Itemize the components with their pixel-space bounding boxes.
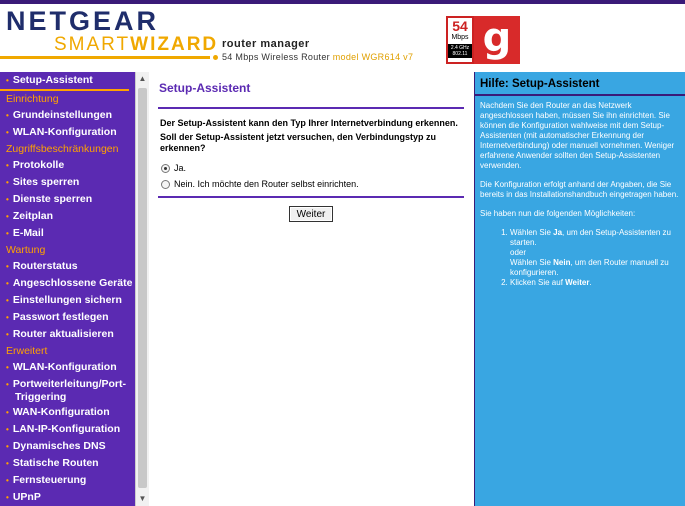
badge-speed-unit: Mbps [451, 34, 469, 41]
sidebar-item-zeitplan[interactable] [0, 208, 135, 225]
router-subtitle [222, 52, 413, 62]
sidebar-item-passwort-festlegen[interactable] [0, 309, 135, 326]
sidebar-item-routerstatus[interactable] [0, 258, 135, 275]
help-step-1b-post: , um den Router manuell zu konfigurieren. [510, 258, 669, 277]
help-steps [480, 228, 682, 288]
bullet-icon: • [6, 195, 9, 204]
wireless-g-badge [446, 16, 520, 64]
sidebar-item-setup-assistent[interactable] [0, 72, 129, 91]
sidebar-item-einstellungen-sichern[interactable] [0, 292, 135, 309]
help-panel [474, 72, 685, 506]
sidebar-item-label[interactable]: Dienste sperren [12, 193, 93, 205]
sidebar-item-protokolle[interactable] [0, 157, 135, 174]
option-no-label[interactable]: Nein. Ich möchte den Router selbst einrichten. [174, 179, 359, 189]
scroll-up-arrow-icon[interactable]: ▲ [138, 74, 147, 83]
badge-frequency: 2.4 GHz 802.11 [448, 44, 472, 58]
next-button[interactable]: Weiter [289, 206, 333, 222]
sidebar-item-angeschlossene-geräte[interactable] [0, 275, 135, 292]
bullet-icon: • [6, 442, 9, 451]
sidebar-item-dynamisches-dns[interactable] [0, 438, 135, 455]
sidebar-item-label[interactable]: Portweiterleitung/Port-Triggering [12, 378, 126, 403]
sidebar-item-label[interactable]: E-Mail [12, 227, 44, 239]
sidebar-section-header: Wartung [6, 244, 46, 256]
sidebar-item-label[interactable]: LAN-IP-Konfiguration [12, 423, 121, 435]
help-step-1-pre: Wählen Sie [510, 228, 554, 237]
sidebar-item-label[interactable]: Grundeinstellungen [12, 109, 112, 121]
sidebar-item-portweiterleitung-port-triggering[interactable] [0, 376, 135, 404]
sidebar-item-wlan-konfiguration[interactable] [0, 124, 135, 141]
option-yes-row[interactable] [161, 163, 186, 173]
sidebar-item-label[interactable]: Routerstatus [12, 260, 78, 272]
sidebar-item-fernsteuerung[interactable] [0, 472, 135, 489]
sidebar-item-label[interactable]: Angeschlossene Geräte [12, 277, 133, 289]
sidebar-item-label[interactable]: Router aktualisieren [12, 328, 114, 340]
question-text: Soll der Setup-Assistent jetzt versuchen, den Verbindungstyp zu erkennen? [160, 132, 437, 153]
help-step-1-bold: Ja [553, 228, 563, 237]
badge-speed [446, 16, 474, 64]
sidebar-item-wan-konfiguration[interactable] [0, 404, 135, 421]
sidebar-item-dienste-sperren[interactable] [0, 191, 135, 208]
help-step-2-post: . [589, 278, 592, 287]
bullet-icon: • [6, 229, 9, 238]
bullet-icon: • [6, 425, 9, 434]
sidebar-item-label[interactable]: Einstellungen sichern [12, 294, 122, 306]
help-step-1b-bold: Nein [553, 258, 571, 267]
bullet-icon: • [6, 459, 9, 468]
radio-no[interactable] [161, 180, 170, 189]
help-step-2 [510, 278, 682, 288]
bullet-icon: • [6, 408, 9, 417]
sidebar-nav [0, 72, 135, 506]
bullet-icon: • [6, 476, 9, 485]
bullet-icon: • [6, 330, 9, 339]
bullet-icon: • [6, 493, 9, 502]
help-step-2-bold: Weiter [565, 278, 590, 287]
smartwizard-logo [54, 34, 218, 56]
help-paragraph-1: Nachdem Sie den Router an das Netzwerk angeschlossen haben, müssen Sie ihn einrichten. Sie können die Konfiguration wahlweise mit dem Setup-Assistenten (mit automatischer Erkennung der Internetverbindung) oder manuell vornehmen. Weniger erfahrene Anwender sollten den Setup-Assistenten verwenden. [480, 101, 675, 170]
router-manager-title: router manager [222, 38, 310, 50]
intro-text: Der Setup-Assistent kann den Typ Ihrer Internetverbindung erkennen. [160, 118, 458, 128]
sidebar-item-label[interactable]: Setup-Assistent [12, 74, 93, 86]
subtitle-product: 54 Mbps Wireless Router [222, 52, 330, 62]
netgear-logo: NETGEAR [6, 6, 160, 36]
bullet-icon: • [6, 313, 9, 322]
sidebar-section-header: Erweitert [6, 345, 48, 357]
bullet-icon: • [6, 363, 9, 372]
bullet-icon: • [6, 111, 9, 120]
sidebar-item-grundeinstellungen[interactable] [0, 107, 135, 124]
option-no-row[interactable] [161, 179, 359, 189]
bullet-icon: • [6, 128, 9, 137]
logo-underline [0, 56, 210, 59]
sidebar-item-sites-sperren[interactable] [0, 174, 135, 191]
sidebar-item-label[interactable]: Zeitplan [12, 210, 54, 222]
header [0, 0, 685, 72]
sidebar-item-label[interactable]: Statische Routen [12, 457, 99, 469]
help-step-1b-pre: Wählen Sie [510, 258, 554, 267]
sidebar-item-wlan-konfiguration[interactable] [0, 359, 135, 376]
help-paragraph-3: Sie haben nun die folgenden Möglichkeiten: [480, 209, 636, 218]
radio-yes[interactable] [161, 164, 170, 173]
sidebar-item-label[interactable]: WLAN-Konfiguration [12, 361, 117, 373]
title-divider [158, 107, 464, 109]
sidebar-item-label[interactable]: Passwort festlegen [12, 311, 109, 323]
bullet-icon: • [6, 161, 9, 170]
sidebar-item-label[interactable]: WAN-Konfiguration [12, 406, 110, 418]
help-title: Hilfe: Setup-Assistent [480, 78, 600, 90]
logo-wizard-text: WIZARD [130, 34, 219, 55]
sidebar-item-label[interactable]: Dynamisches DNS [12, 440, 106, 452]
help-body [480, 101, 682, 288]
scrollbar-thumb[interactable] [138, 88, 147, 488]
page-title: Setup-Assistent [159, 81, 251, 95]
scroll-down-arrow-icon[interactable]: ▼ [138, 494, 147, 503]
sidebar-item-router-aktualisieren[interactable] [0, 326, 135, 343]
sidebar-item-statische-routen[interactable] [0, 455, 135, 472]
logo-smart-text: SMART [54, 34, 131, 55]
badge-g-letter: g [474, 16, 520, 64]
help-step-1-post: , um den Setup-Assistenten zu starten. [510, 228, 671, 247]
sidebar-item-label[interactable]: UPnP [12, 491, 41, 503]
sidebar-item-upnp[interactable] [0, 489, 135, 506]
sidebar-item-label[interactable]: Sites sperren [12, 176, 80, 188]
bullet-icon: • [6, 380, 9, 389]
bullet-icon: • [6, 279, 9, 288]
main-content [150, 72, 474, 506]
bullet-icon: • [6, 178, 9, 187]
sidebar-item-lan-ip-konfiguration[interactable] [0, 421, 135, 438]
bullet-icon: • [6, 76, 9, 85]
sidebar-section-header: Einrichtung [6, 93, 59, 105]
options-divider [158, 196, 464, 198]
title-dot-icon [213, 55, 218, 60]
sidebar-item-label[interactable]: Fernsteuerung [12, 474, 87, 486]
sidebar-scrollbar[interactable] [135, 72, 149, 506]
sidebar-item-label[interactable]: Protokolle [12, 159, 65, 171]
bullet-icon: • [6, 212, 9, 221]
sidebar-item-e-mail[interactable] [0, 225, 135, 242]
sidebar-item-label[interactable]: WLAN-Konfiguration [12, 126, 117, 138]
sidebar-section-header: Zugriffsbeschränkungen [6, 143, 119, 155]
badge-speed-value: 54 [452, 18, 468, 34]
help-step-1 [510, 228, 682, 278]
help-step-2-pre: Klicken Sie auf [510, 278, 566, 287]
help-divider [475, 94, 685, 96]
help-step-1-or: oder [510, 248, 527, 257]
bullet-icon: • [6, 296, 9, 305]
subtitle-model: model WGR614 v7 [332, 52, 414, 62]
option-yes-label[interactable]: Ja. [174, 163, 187, 173]
help-paragraph-2: Die Konfiguration erfolgt anhand der Angaben, die Sie bereits in das Installationshandbuch eingetragen haben. [480, 180, 679, 199]
bullet-icon: • [6, 262, 9, 271]
